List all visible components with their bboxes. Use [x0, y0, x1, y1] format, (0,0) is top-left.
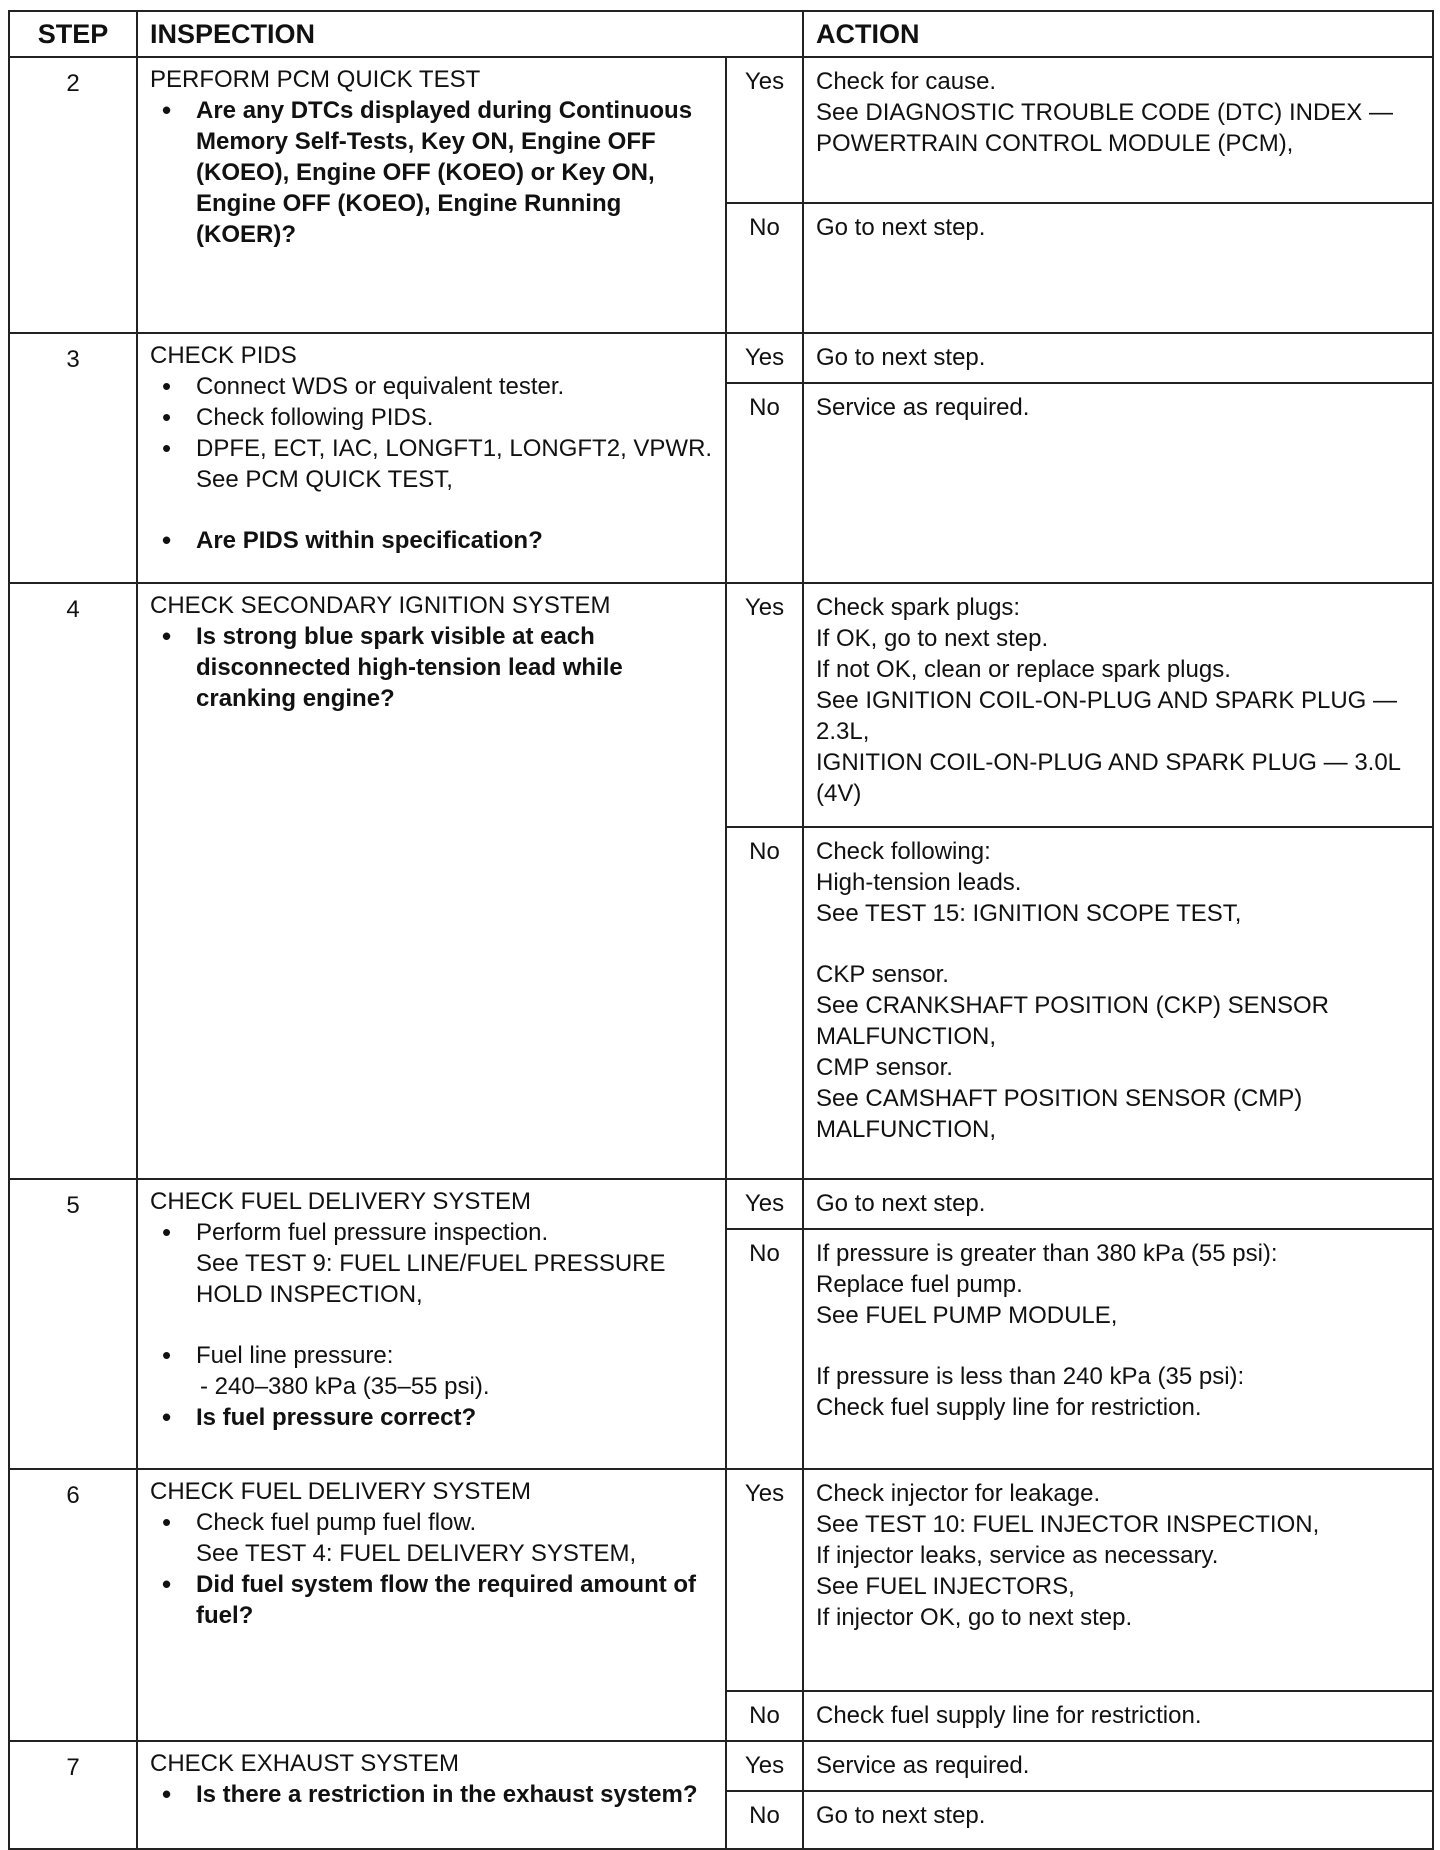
step-3-yes-row — [9, 333, 1433, 383]
inspection-cell — [137, 1469, 726, 1741]
inspection-title: CHECK FUEL DELIVERY SYSTEM — [150, 1188, 531, 1215]
diagnostic-table — [8, 10, 1434, 1850]
action-line: Service as required. — [816, 394, 1030, 421]
inspection-header: INSPECTION — [137, 11, 803, 57]
no-label: No — [726, 383, 803, 583]
inspection-item: • DPFE, ECT, IAC, LONGFT1, LONGFT2, VPWR. — [150, 433, 715, 464]
action-line: Check injector for leakage. — [816, 1480, 1101, 1507]
yes-action — [803, 1469, 1433, 1691]
step-number: 5 — [9, 1179, 137, 1469]
inspection-title: CHECK FUEL DELIVERY SYSTEM — [150, 1478, 531, 1505]
yes-label: Yes — [726, 1469, 803, 1691]
action-line: IGNITION COIL-ON-PLUG AND SPARK PLUG — 3.0L (4V) — [816, 749, 1401, 807]
action-line: Go to next step. — [816, 1802, 986, 1829]
yes-action — [803, 333, 1433, 383]
inspection-question: • Is strong blue spark visible at each disconnected high-tension lead while cranking engine? — [150, 621, 715, 714]
no-label: No — [726, 203, 803, 333]
action-line: See FUEL INJECTORS, — [816, 1573, 1075, 1600]
inspection-question: • Are any DTCs displayed during Continuous Memory Self-Tests, Key ON, Engine OFF (KOEO), Engine OFF (KOEO) or Key ON, Engine OFF (KOEO), Engine Running (KOER)? — [150, 95, 715, 250]
yes-label: Yes — [726, 57, 803, 203]
header-row — [9, 11, 1433, 57]
action-line: Check fuel supply line for restriction. — [816, 1702, 1202, 1729]
action-line: Service as required. — [816, 1752, 1030, 1779]
action-line: Replace fuel pump. — [816, 1271, 1023, 1298]
no-label: No — [726, 827, 803, 1179]
step-7-yes-row — [9, 1741, 1433, 1791]
inspection-item: • Check following PIDS. — [150, 402, 715, 433]
inspection-reference: See PCM QUICK TEST, — [196, 466, 453, 493]
action-line: Go to next step. — [816, 344, 986, 371]
step-header: STEP — [9, 11, 137, 57]
action-line: See CRANKSHAFT POSITION (CKP) SENSOR MALFUNCTION, — [816, 992, 1329, 1050]
no-label: No — [726, 1791, 803, 1849]
inspection-question: • Did fuel system flow the required amount of fuel? — [150, 1569, 715, 1631]
action-line: If pressure is less than 240 kPa (35 psi): — [816, 1363, 1245, 1390]
no-action — [803, 1229, 1433, 1469]
step-4-yes-row — [9, 583, 1433, 827]
step-number: 6 — [9, 1469, 137, 1741]
yes-label: Yes — [726, 1179, 803, 1229]
yes-action — [803, 57, 1433, 203]
action-line: See CAMSHAFT POSITION SENSOR (CMP) MALFUNCTION, — [816, 1085, 1303, 1143]
action-line: Go to next step. — [816, 214, 986, 241]
inspection-item: • Perform fuel pressure inspection. — [150, 1217, 715, 1248]
inspection-reference: See TEST 4: FUEL DELIVERY SYSTEM, — [196, 1540, 637, 1567]
action-line: See IGNITION COIL-ON-PLUG AND SPARK PLUG — 2.3L, — [816, 687, 1398, 745]
no-action — [803, 203, 1433, 333]
inspection-reference: See TEST 9: FUEL LINE/FUEL PRESSURE HOLD INSPECTION, — [196, 1250, 666, 1308]
inspection-item: • Check fuel pump fuel flow. — [150, 1507, 715, 1538]
inspection-cell — [137, 1741, 726, 1849]
step-6-yes-row — [9, 1469, 1433, 1691]
action-line: See FUEL PUMP MODULE, — [816, 1302, 1118, 1329]
inspection-cell — [137, 1179, 726, 1469]
action-line: See TEST 10: FUEL INJECTOR INSPECTION, — [816, 1511, 1320, 1538]
no-label: No — [726, 1691, 803, 1741]
step-2-yes-row — [9, 57, 1433, 203]
action-line: CKP sensor. — [816, 961, 949, 988]
inspection-title: CHECK EXHAUST SYSTEM — [150, 1750, 459, 1777]
inspection-title: CHECK SECONDARY IGNITION SYSTEM — [150, 592, 611, 619]
action-line: If OK, go to next step. — [816, 625, 1049, 652]
step-5-yes-row — [9, 1179, 1433, 1229]
action-line: If not OK, clean or replace spark plugs. — [816, 656, 1231, 683]
inspection-cell — [137, 583, 726, 1179]
inspection-cell — [137, 57, 726, 333]
action-line: Check following: — [816, 838, 991, 865]
yes-action — [803, 583, 1433, 827]
no-label: No — [726, 1229, 803, 1469]
inspection-subitem: - 240–380 kPa (35–55 psi). — [200, 1373, 490, 1400]
inspection-item: • Connect WDS or equivalent tester. — [150, 371, 715, 402]
step-number: 4 — [9, 583, 137, 1179]
inspection-question: • Is there a restriction in the exhaust system? — [150, 1779, 715, 1810]
step-number: 7 — [9, 1741, 137, 1849]
action-line: If pressure is greater than 380 kPa (55 psi): — [816, 1240, 1278, 1267]
yes-label: Yes — [726, 583, 803, 827]
diagnostic-table-sheet — [8, 10, 1432, 1850]
no-action — [803, 1691, 1433, 1741]
action-line: Check spark plugs: — [816, 594, 1021, 621]
action-header: ACTION — [803, 11, 1433, 57]
action-line: Check fuel supply line for restriction. — [816, 1394, 1202, 1421]
inspection-question: • Is fuel pressure correct? — [150, 1402, 715, 1433]
inspection-item: • Fuel line pressure: — [150, 1340, 715, 1371]
action-line: See DIAGNOSTIC TROUBLE CODE (DTC) INDEX — POWERTRAIN CONTROL MODULE (PCM), — [816, 99, 1393, 157]
action-line: CMP sensor. — [816, 1054, 953, 1081]
yes-action — [803, 1179, 1433, 1229]
no-action — [803, 827, 1433, 1179]
no-action — [803, 383, 1433, 583]
action-line: If injector leaks, service as necessary. — [816, 1542, 1219, 1569]
inspection-title: PERFORM PCM QUICK TEST — [150, 66, 481, 93]
action-line: High-tension leads. — [816, 869, 1022, 896]
step-number: 3 — [9, 333, 137, 583]
action-line: Go to next step. — [816, 1190, 986, 1217]
yes-label: Yes — [726, 333, 803, 383]
step-number: 2 — [9, 57, 137, 333]
action-line: If injector OK, go to next step. — [816, 1604, 1133, 1631]
action-line: Check for cause. — [816, 68, 997, 95]
inspection-question: • Are PIDS within specification? — [150, 525, 715, 556]
yes-label: Yes — [726, 1741, 803, 1791]
inspection-title: CHECK PIDS — [150, 342, 297, 369]
action-line: See TEST 15: IGNITION SCOPE TEST, — [816, 900, 1242, 927]
inspection-cell — [137, 333, 726, 583]
yes-action — [803, 1741, 1433, 1791]
no-action — [803, 1791, 1433, 1849]
